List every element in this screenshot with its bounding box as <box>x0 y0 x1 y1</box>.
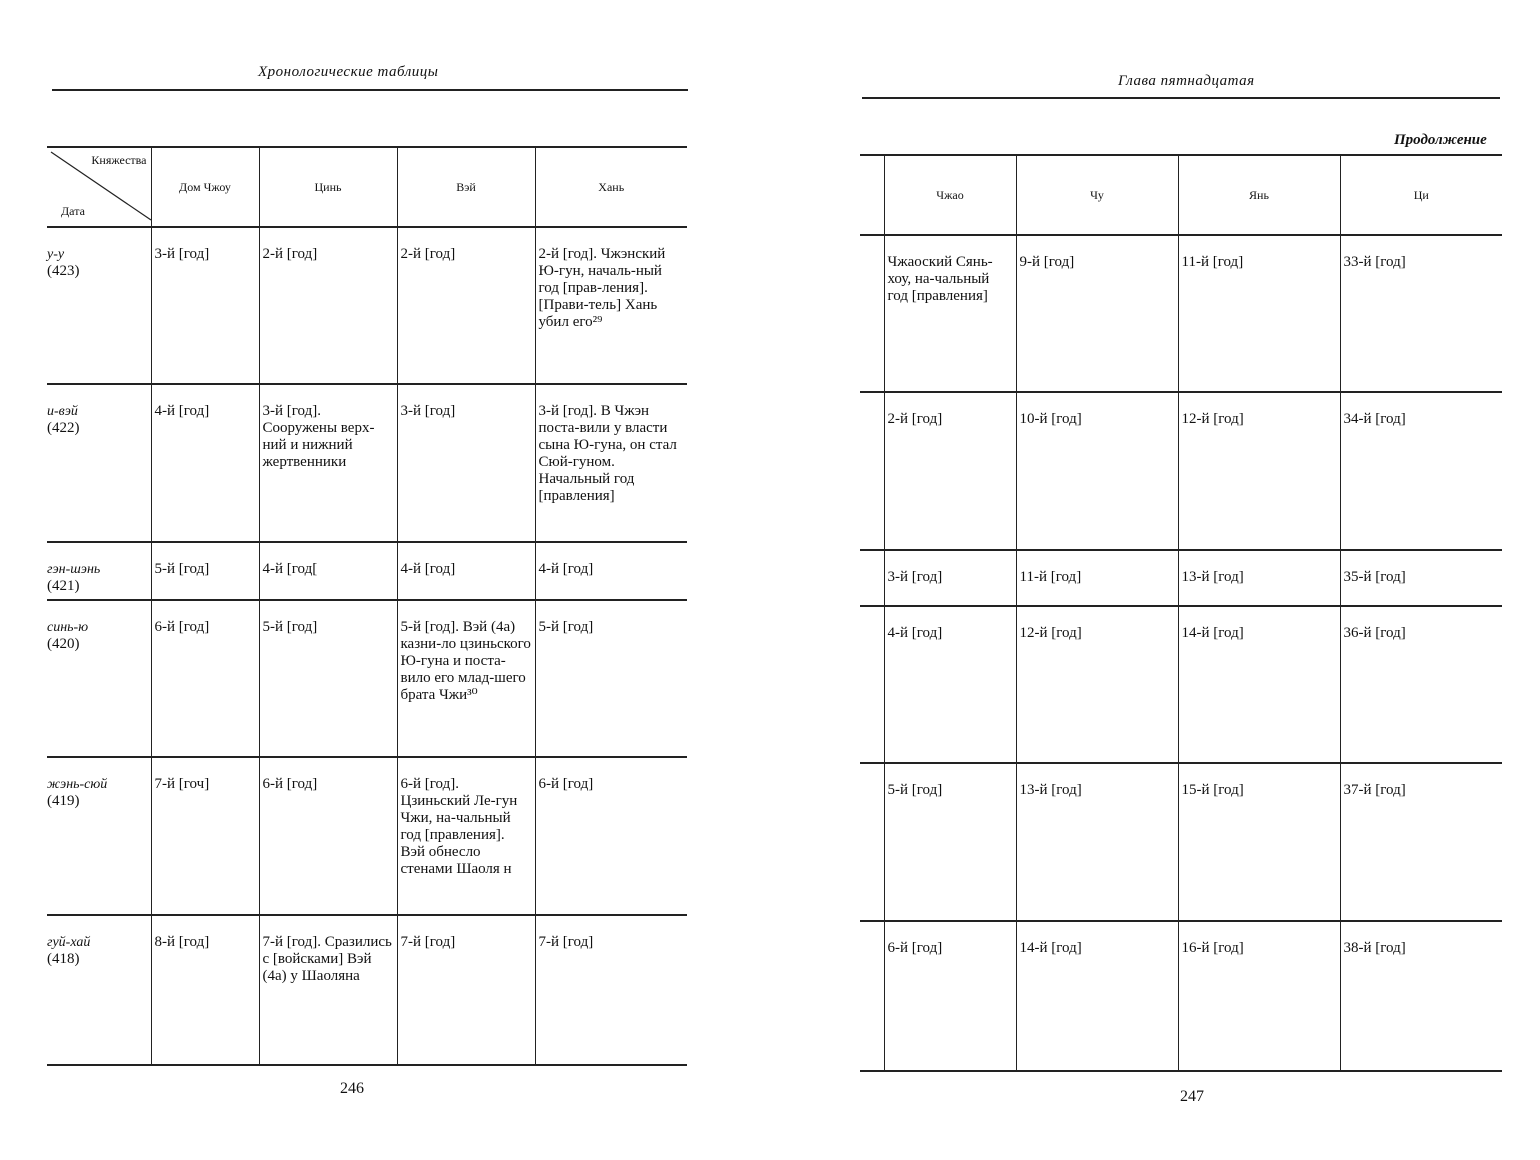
date-cell <box>47 384 151 542</box>
table-cell: 35-й [год] <box>1340 550 1502 606</box>
table-cell: 2-й [год]. Чжэнский Ю-гун, началь-ный год [прав-ления]. [Прави-тель] Хань убил его²⁹ <box>535 227 687 384</box>
table-cell: 14-й [год] <box>1016 921 1178 1071</box>
table-row <box>47 542 687 600</box>
table-cell: 2-й [год] <box>884 392 1016 550</box>
date-cell <box>47 227 151 384</box>
column-header: Дом Чжоу <box>151 147 259 227</box>
blank-cell <box>860 392 884 550</box>
table-cell: 5-й [год] <box>535 600 687 757</box>
table-cell: 15-й [год] <box>1178 763 1340 921</box>
table-cell: 14-й [год] <box>1178 606 1340 763</box>
table-header-row <box>860 155 1502 235</box>
table-cell: 10-й [год] <box>1016 392 1178 550</box>
table-row <box>47 757 687 915</box>
table-cell: 3-й [год]. В Чжэн поста-вили у власти сына Ю-гуна, он стал Сюй-гуном. Начальный год [правления] <box>535 384 687 542</box>
blank-cell <box>860 763 884 921</box>
table-cell: 4-й [год] <box>535 542 687 600</box>
cyclical-date: синь-ю <box>47 620 89 635</box>
header-rule <box>52 89 688 91</box>
blank-cell <box>860 606 884 763</box>
table-cell: 2-й [год] <box>397 227 535 384</box>
column-header: Чжао <box>884 155 1016 235</box>
page-number: 246 <box>340 1080 364 1097</box>
table-cell: 3-й [год] <box>884 550 1016 606</box>
table-cell: 4-й [год] <box>397 542 535 600</box>
column-header: Цинь <box>259 147 397 227</box>
table-cell: 6-й [год] <box>151 600 259 757</box>
continuation-label: Продолжение <box>1394 132 1487 148</box>
table-cell: 9-й [год] <box>1016 235 1178 392</box>
year: (421) <box>47 578 80 594</box>
table-cell: 34-й [год] <box>1340 392 1502 550</box>
corner-label-date: Дата <box>61 204 85 218</box>
table-cell: 4-й [год] <box>151 384 259 542</box>
table-row <box>860 392 1502 550</box>
chronology-table-right <box>860 154 1502 1072</box>
running-head: Глава пятнадцатая <box>1118 73 1255 89</box>
table-cell: 12-й [год] <box>1178 392 1340 550</box>
date-cell <box>47 915 151 1065</box>
table-cell: 37-й [год] <box>1340 763 1502 921</box>
table-row <box>860 921 1502 1071</box>
table-cell: 12-й [год] <box>1016 606 1178 763</box>
cyclical-date: гэн-шэнь <box>47 562 101 577</box>
cyclical-date: у-у <box>47 247 65 262</box>
table-row <box>47 600 687 757</box>
table-cell: 6-й [год] <box>535 757 687 915</box>
table-cell: 6-й [год] <box>259 757 397 915</box>
table-cell: 7-й [год]. Сразились с [войсками] Вэй (4а) у Шаоляна <box>259 915 397 1065</box>
year: (418) <box>47 951 80 967</box>
corner-label-principalities: Княжества <box>91 153 147 167</box>
table-row <box>47 227 687 384</box>
table-cell: 4-й [год] <box>884 606 1016 763</box>
table-cell: 13-й [год] <box>1178 550 1340 606</box>
cyclical-date: и-вэй <box>47 404 78 419</box>
table-row <box>47 384 687 542</box>
table-row <box>860 763 1502 921</box>
table-cell: 36-й [год] <box>1340 606 1502 763</box>
column-header: Ци <box>1340 155 1502 235</box>
column-header: Чу <box>1016 155 1178 235</box>
table-cell: 3-й [год] <box>397 384 535 542</box>
table-cell: 6-й [год] <box>884 921 1016 1071</box>
table-cell: 11-й [год] <box>1178 235 1340 392</box>
blank-cell <box>860 550 884 606</box>
table-cell: 3-й [год] <box>151 227 259 384</box>
year: (423) <box>47 263 80 279</box>
table-cell: 13-й [год] <box>1016 763 1178 921</box>
table-cell: Чжаоский Сянь-хоу, на-чальный год [правления] <box>884 235 1016 392</box>
table-cell: 5-й [год] <box>884 763 1016 921</box>
column-header: Вэй <box>397 147 535 227</box>
date-cell <box>47 757 151 915</box>
date-cell <box>47 600 151 757</box>
right-page <box>770 0 1540 1160</box>
table-row <box>860 235 1502 392</box>
table-cell: 5-й [год] <box>259 600 397 757</box>
table-cell: 4-й [год[ <box>259 542 397 600</box>
table-row <box>47 915 687 1065</box>
table-cell: 7-й [год] <box>397 915 535 1065</box>
year: (419) <box>47 793 80 809</box>
corner-cell <box>47 147 151 227</box>
table-cell: 5-й [год]. Вэй (4а) казни-ло цзиньского Ю-гуна и поста-вило его млад-шего брата Чжи³⁰ <box>397 600 535 757</box>
blank-cell <box>860 921 884 1071</box>
table-cell: 8-й [год] <box>151 915 259 1065</box>
year: (422) <box>47 420 80 436</box>
table-cell: 7-й [гоч] <box>151 757 259 915</box>
running-head: Хронологические таблицы <box>258 64 439 80</box>
blank-cell <box>860 235 884 392</box>
table-cell: 6-й [год]. Цзиньский Ле-гун Чжи, на-чальный год [правления]. Вэй обнесло стенами Шаоля н <box>397 757 535 915</box>
date-cell <box>47 542 151 600</box>
table-cell: 3-й [год]. Сооружены верх-ний и нижний жертвенники <box>259 384 397 542</box>
table-cell: 7-й [год] <box>535 915 687 1065</box>
table-row <box>860 606 1502 763</box>
table-row <box>860 550 1502 606</box>
chronology-table-left <box>47 146 687 1066</box>
cyclical-date: гуй-хай <box>47 935 91 950</box>
cyclical-date: жэнь-сюй <box>47 777 108 792</box>
column-header: Хань <box>535 147 687 227</box>
table-cell: 5-й [год] <box>151 542 259 600</box>
left-page <box>0 0 760 1160</box>
table-cell: 38-й [год] <box>1340 921 1502 1071</box>
blank-header-cell <box>860 155 884 235</box>
table-cell: 33-й [год] <box>1340 235 1502 392</box>
table-cell: 11-й [год] <box>1016 550 1178 606</box>
page-number: 247 <box>1180 1088 1204 1105</box>
table-header-row <box>47 147 687 227</box>
column-header: Янь <box>1178 155 1340 235</box>
table-cell: 2-й [год] <box>259 227 397 384</box>
header-rule <box>862 97 1500 99</box>
table-cell: 16-й [год] <box>1178 921 1340 1071</box>
year: (420) <box>47 636 80 652</box>
